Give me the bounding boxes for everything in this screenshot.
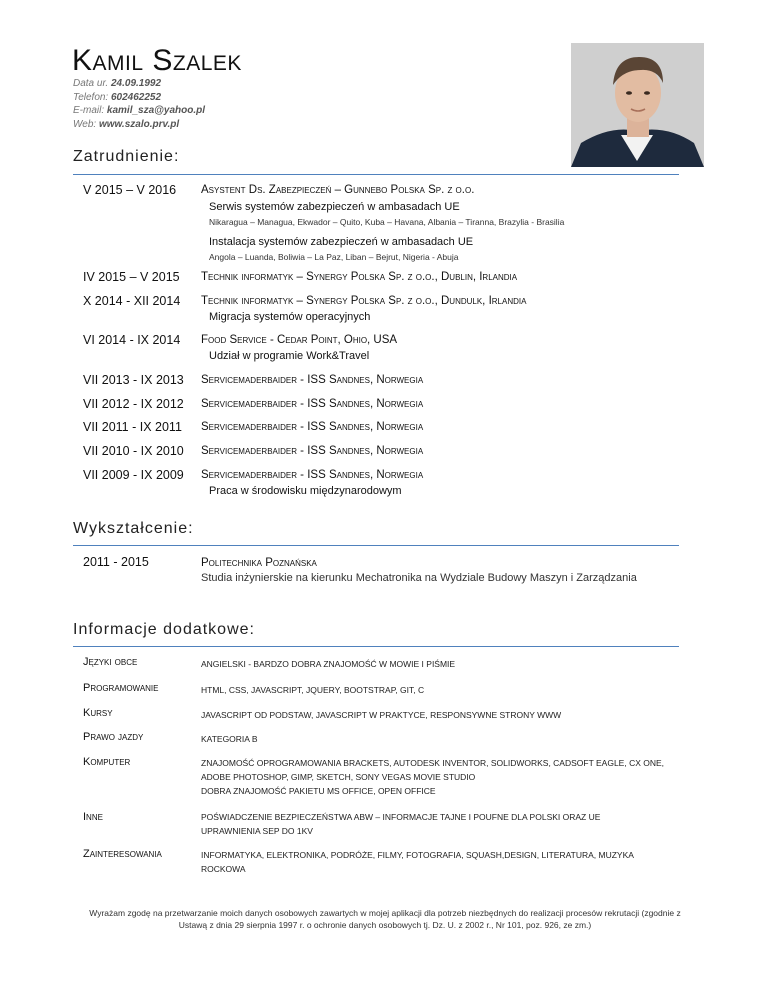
contact-block (73, 77, 205, 131)
web-value[interactable]: www.szalo.prv.pl (98, 118, 180, 130)
job-locations: Angola – Luanda, Boliwia – La Paz, Liban – Bejrut, Nigeria - Abuja (209, 252, 459, 262)
email-value[interactable]: kamil_sza@yahoo.pl (106, 105, 206, 116)
job-description: Udział w programie Work&Travel (209, 350, 370, 362)
portrait-image (571, 43, 704, 167)
job-date: IV 2015 – V 2015 (83, 270, 180, 284)
job-description: Praca w środowisku międzynarodowym (209, 485, 402, 497)
info-value: INFORMATYKA, ELEKTRONIKA, PODRÓŻE, FILMY, FOTOGRAFIA, SQUASH,DESIGN, LITERATURA, MUZYKA ROCKOWA (201, 850, 634, 874)
info-label: Zainteresowania (83, 848, 162, 860)
info-value (201, 810, 671, 838)
job-date: X 2014 - XII 2014 (83, 294, 181, 308)
job-title: Servicemaderbaider - ISS Sandnes, Norwegia (201, 469, 424, 481)
employment-divider (73, 174, 679, 175)
job-title: Servicemaderbaider - ISS Sandnes, Norwegia (201, 421, 424, 433)
education-heading: Wykształcenie: (73, 520, 194, 537)
birth-value: 24.09.1992 (110, 78, 162, 89)
candidate-name: Kamil Szalek (72, 44, 242, 77)
study-description: Studia inżynierskie na kierunku Mechatronika na Wydziale Budowy Maszyn i Zarządzania (201, 572, 637, 584)
job-title: Technik informatyk – Synergy Polska Sp. z o.o., Dublin, Irlandia (201, 271, 518, 283)
job-description: Instalacja systemów zabezpieczeń w ambasadach UE (209, 236, 474, 248)
school-name: Politechnika Poznańska (201, 557, 317, 569)
phone-value: 602462252 (111, 91, 162, 103)
job-title: Servicemaderbaider - ISS Sandnes, Norwegia (201, 445, 424, 457)
computer-skills-line: ZNAJOMOŚĆ OPROGRAMOWANIA BRACKETS, AUTODESK INVENTOR, SOLIDWORKS, CADSOFT EAGLE, CX ONE, ADOBE PHOTOSHOP, GIMP, SKETCH, SONY VEGAS MOVIE STUDIO (201, 758, 665, 782)
web-label: Web: (73, 118, 97, 130)
job-date: VII 2009 - IX 2009 (83, 468, 184, 482)
info-value (201, 756, 671, 798)
job-date: VII 2010 - IX 2010 (83, 444, 184, 458)
info-label: Komputer (83, 756, 131, 768)
info-value: ANGIELSKI - BARDZO DOBRA ZNAJOMOŚĆ W MOWIE I PIŚMIE (201, 659, 456, 669)
computer-skills-line: DOBRA ZNAJOMOŚĆ PAKIETU MS OFFICE, OPEN OFFICE (201, 786, 436, 796)
info-label: Programowanie (83, 682, 159, 694)
other-line: UPRAWNIENIA SEP DO 1KV (201, 826, 313, 836)
additional-info-divider (73, 646, 679, 647)
job-description: Serwis systemów zabezpieczeń w ambasadach UE (209, 201, 460, 213)
education-divider (73, 545, 679, 546)
info-label: Języki obce (83, 656, 138, 668)
job-title: Servicemaderbaider - ISS Sandnes, Norwegia (201, 374, 424, 386)
gdpr-consent: Wyrażam zgodę na przetwarzanie moich danych osobowych zawartych w mojej aplikacji dla potrzeb niezbędnych do realizacji procesów rekrutacji (zgodnie z Ustawą z dnia 29 sierpnia 1997 r. o ochronie danych osobowych tj. Dz. U. z 2002 r., Nr 101, poz. 926, ze zm.) (89, 908, 681, 930)
job-title: Servicemaderbaider - ISS Sandnes, Norwegia (201, 398, 424, 410)
info-label: Prawo jazdy (83, 731, 144, 743)
job-locations: Nikaragua – Managua, Ekwador – Quito, Kuba – Havana, Albania – Tiranna, Brazylia - Brasilia (209, 217, 565, 227)
job-date: VII 2011 - IX 2011 (83, 420, 182, 434)
job-date: VII 2013 - IX 2013 (83, 373, 184, 387)
phone-label: Telefon: (73, 91, 109, 103)
job-title: Food Service - Cedar Point, Ohio, USA (201, 334, 398, 346)
employment-heading: Zatrudnienie: (73, 148, 180, 165)
job-title: Technik informatyk – Synergy Polska Sp. z o.o., Dundulk, Irlandia (201, 295, 527, 307)
job-description: Migracja systemów operacyjnych (209, 311, 371, 323)
job-date: V 2015 – V 2016 (83, 183, 177, 197)
job-date: VI 2014 - IX 2014 (83, 333, 181, 347)
job-date: VII 2012 - IX 2012 (83, 397, 184, 411)
email-label: E-mail: (73, 105, 105, 116)
info-label: Inne (83, 811, 103, 823)
info-value: JAVASCRIPT OD PODSTAW, JAVASCRIPT W PRAKTYCE, RESPONSYWNE STRONY WWW (201, 710, 562, 720)
info-label: Kursy (83, 707, 113, 719)
education-date: 2011 - 2015 (83, 555, 149, 569)
profile-photo (571, 43, 704, 167)
birth-label: Data ur. (73, 78, 109, 89)
job-title: Asystent Ds. Zabezpieczeń – Gunnebo Polska Sp. z o.o. (201, 184, 475, 196)
other-line: POŚWIADCZENIE BEZPIECZEŃSTWA ABW – INFORMACJE TAJNE I POUFNE DLA POLSKI ORAZ UE (201, 812, 601, 822)
info-value: HTML, CSS, JAVASCRIPT, JQUERY, BOOTSTRAP, GIT, C (201, 685, 425, 695)
additional-info-heading: Informacje dodatkowe: (73, 621, 255, 638)
info-value: KATEGORIA B (201, 734, 258, 744)
